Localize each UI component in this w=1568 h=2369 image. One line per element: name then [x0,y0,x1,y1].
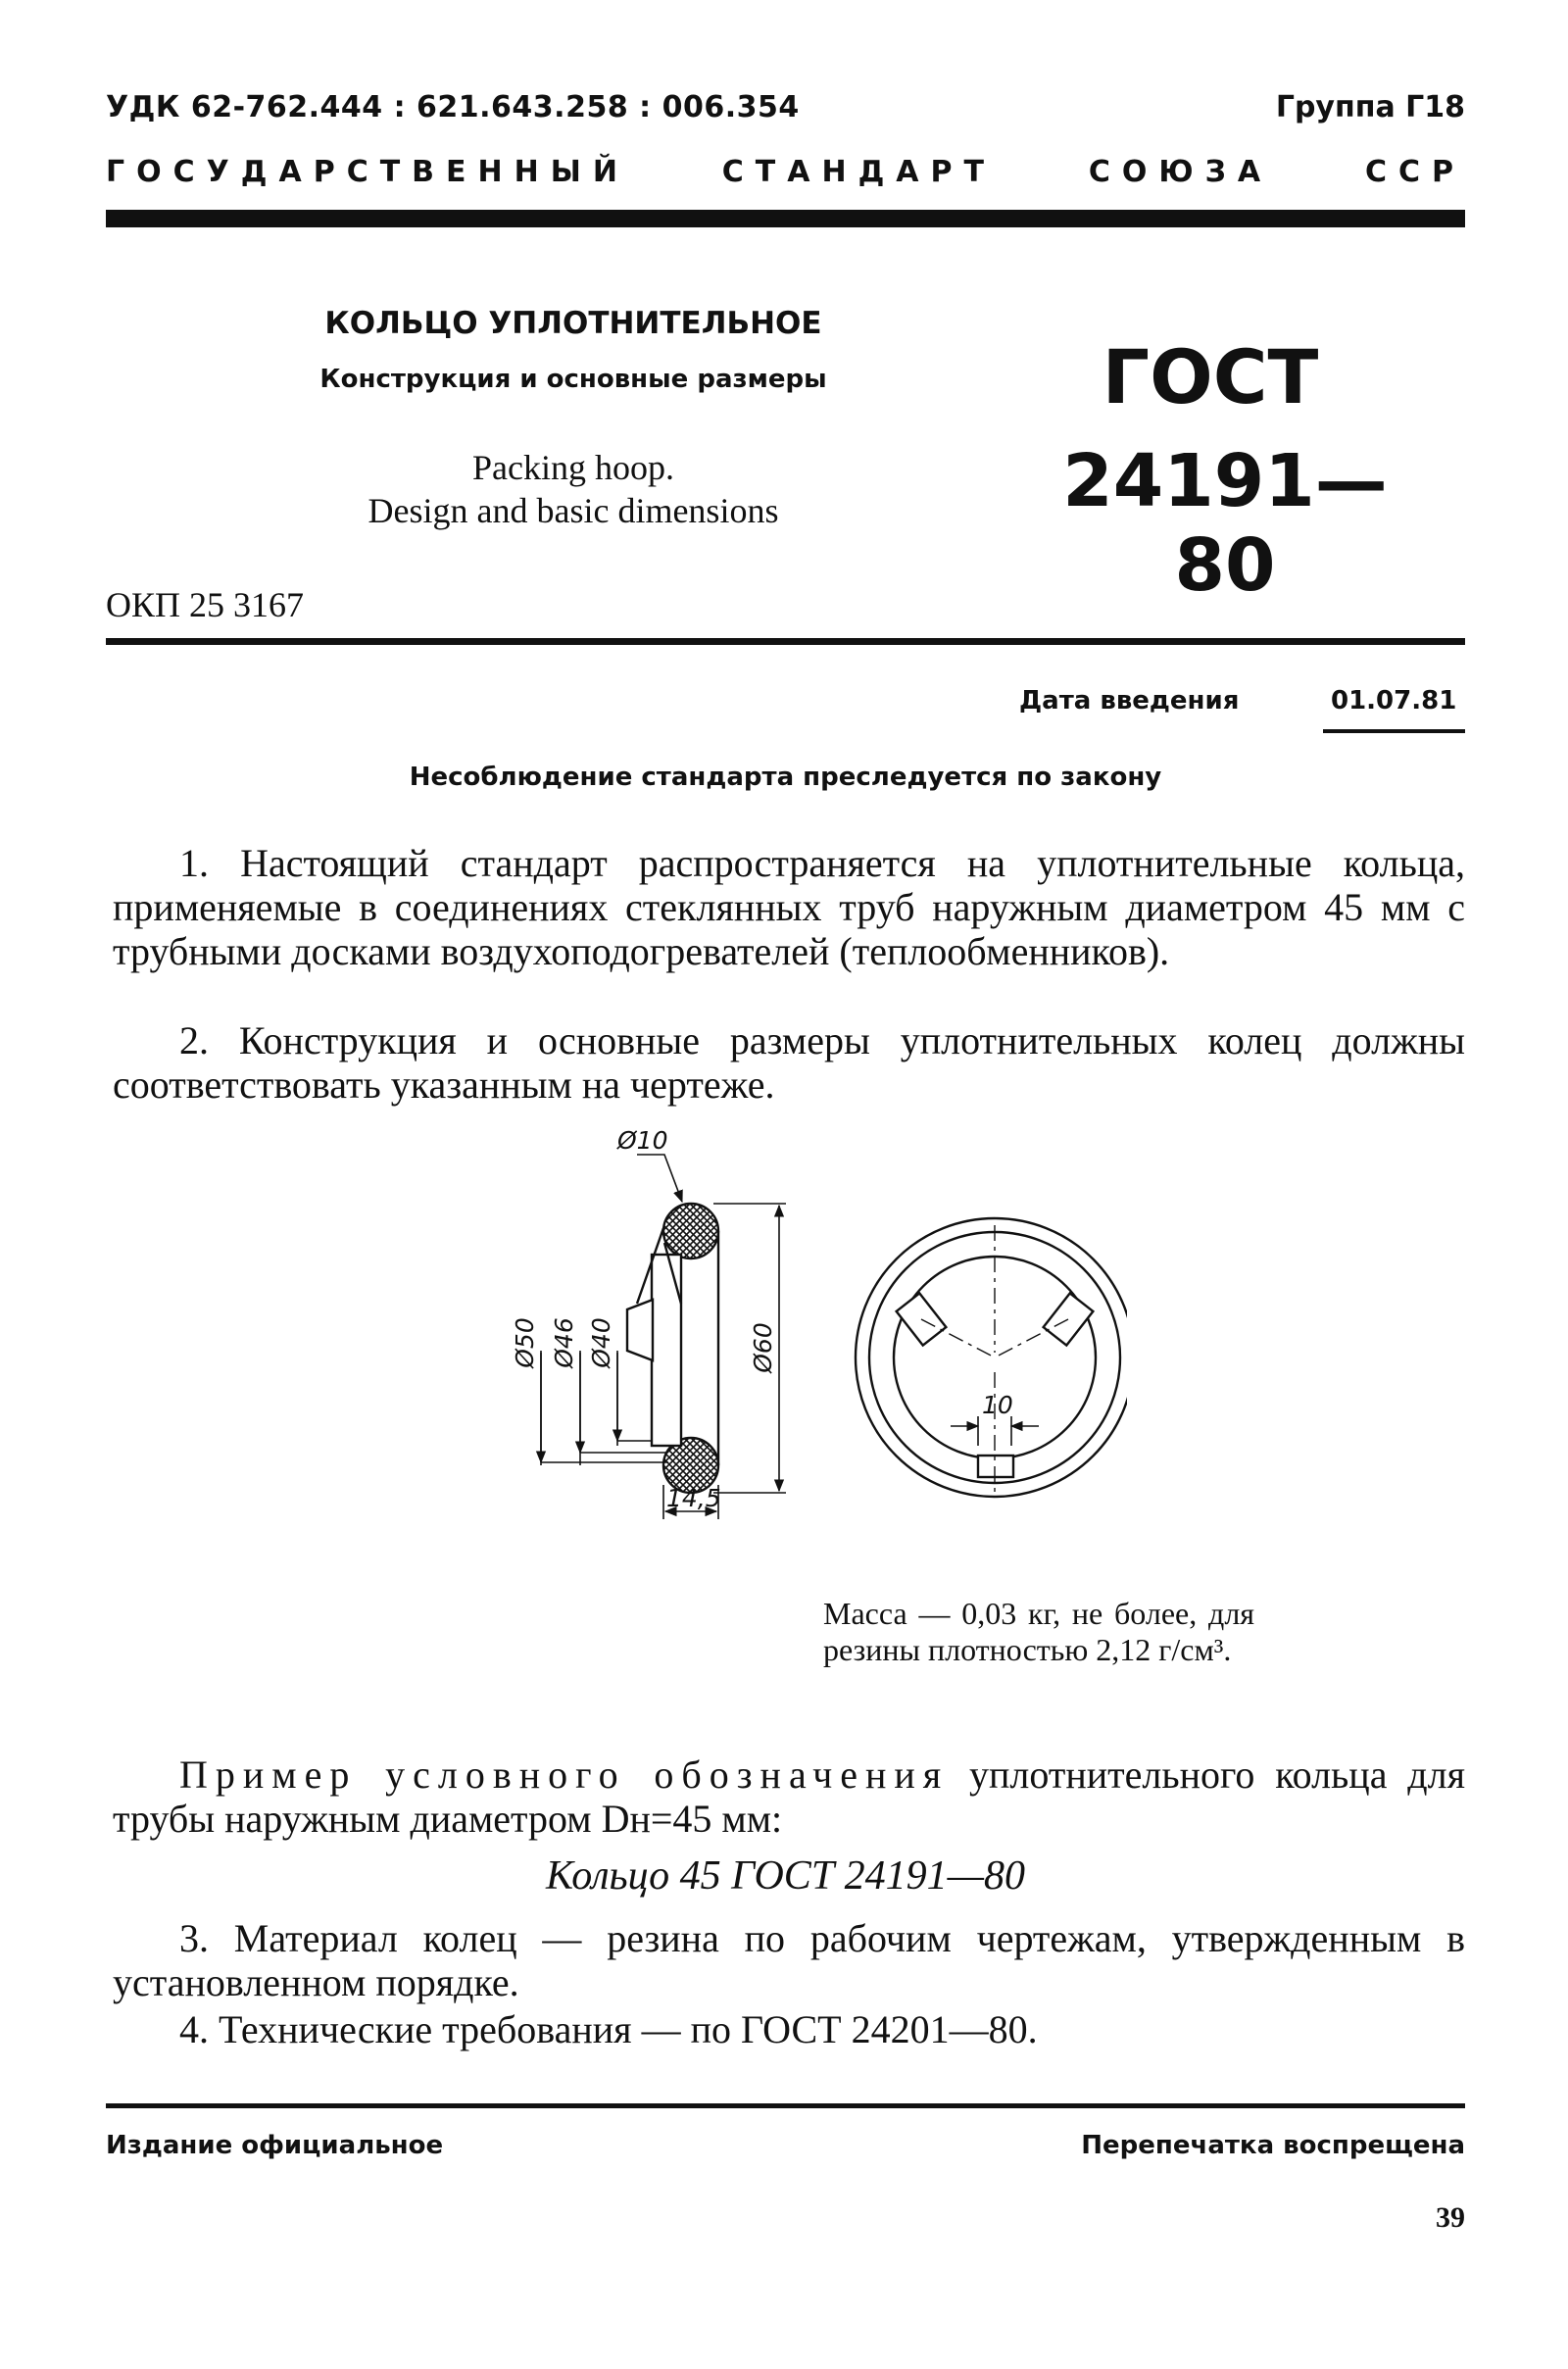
lug-bottom [978,1456,1013,1477]
reprint-note: Перепечатка воспрещена [1081,2131,1465,2160]
title-en-line: Design and basic dimensions [368,491,779,530]
dim-d50: Ø50 [511,1317,539,1368]
dim-d60: Ø60 [749,1322,777,1373]
heading-word: СОЮЗА [1088,155,1273,189]
paragraph-4: 4. Технические требования — по ГОСТ 24201—80. [179,2007,1038,2051]
ring-lip [627,1300,653,1360]
heading-word: ГОСУДАРСТВЕННЫЙ [106,155,629,189]
title-en-line: Packing hoop. [472,448,674,487]
intro-date: 01.07.81 [1331,686,1457,716]
heading-word: СТАНДАРТ [721,155,996,189]
paragraph-3: 3. Материал колец — резина по рабочим чертежам, утвержденным в установленном порядке. [113,1916,1465,2004]
title-ru: КОЛЬЦО УПЛОТНИТЕЛЬНОЕ [324,306,822,341]
paragraph-1: 1. Настоящий стандарт распространяется на уплотнительные кольца, применяемые в соединениях стеклянных труб наружным диаметром 45 мм с трубными досками воздухоподогревателей (теплообменников). [113,841,1465,973]
gost-label: ГОСТ [1102,333,1319,420]
front-view [856,1218,1127,1497]
group-code: Группа Г18 [1275,90,1465,124]
example-formula: Кольцо 45 ГОСТ 24191—80 [545,1853,1026,1899]
example-intro [113,1752,1465,1841]
ring-drawing [470,1108,1127,1568]
intro-date-label: Дата введения [1019,686,1240,716]
heading-rule [106,210,1465,227]
example-spaced: Пример условного обозначения [179,1752,950,1797]
mass-note: Масса — 0,03 кг, не более, для резины плотностью 2,12 г/см³. [823,1596,1254,1667]
section-view [627,1204,718,1493]
intro-date-underline [1323,729,1465,733]
heading-word: ССР [1364,155,1465,189]
section-rule [106,638,1465,645]
udk-code: УДК 62-762.444 : 621.643.258 : 006.354 [106,90,800,124]
example-rest: уплотнительного кольца для трубы наружным диаметром Dн=45 мм: [113,1752,1465,1841]
state-standard-heading [106,155,1465,189]
law-notice: Несоблюдение стандарта преследуется по закону [409,763,1162,792]
section-top [663,1204,718,1259]
okp-code: ОКП 25 3167 [106,585,305,624]
dim-d46: Ø46 [550,1317,578,1368]
paragraph-2: 2. Конструкция и основные размеры уплотнительных колец должны соответствовать указанным на чертеже. [113,1018,1465,1107]
subtitle-ru: Конструкция и основные размеры [319,365,827,394]
dim-d10: Ø10 [617,1126,668,1155]
title-en [260,446,887,532]
footer-rule [106,2103,1465,2108]
dim-w145: 14,5 [666,1484,721,1512]
dim-w10: 10 [982,1391,1013,1419]
edition-note: Издание официальное [106,2131,444,2160]
gost-number: 24191—80 [1062,439,1388,608]
page-number: 39 [1436,2201,1465,2234]
dim-d40: Ø40 [587,1317,615,1368]
